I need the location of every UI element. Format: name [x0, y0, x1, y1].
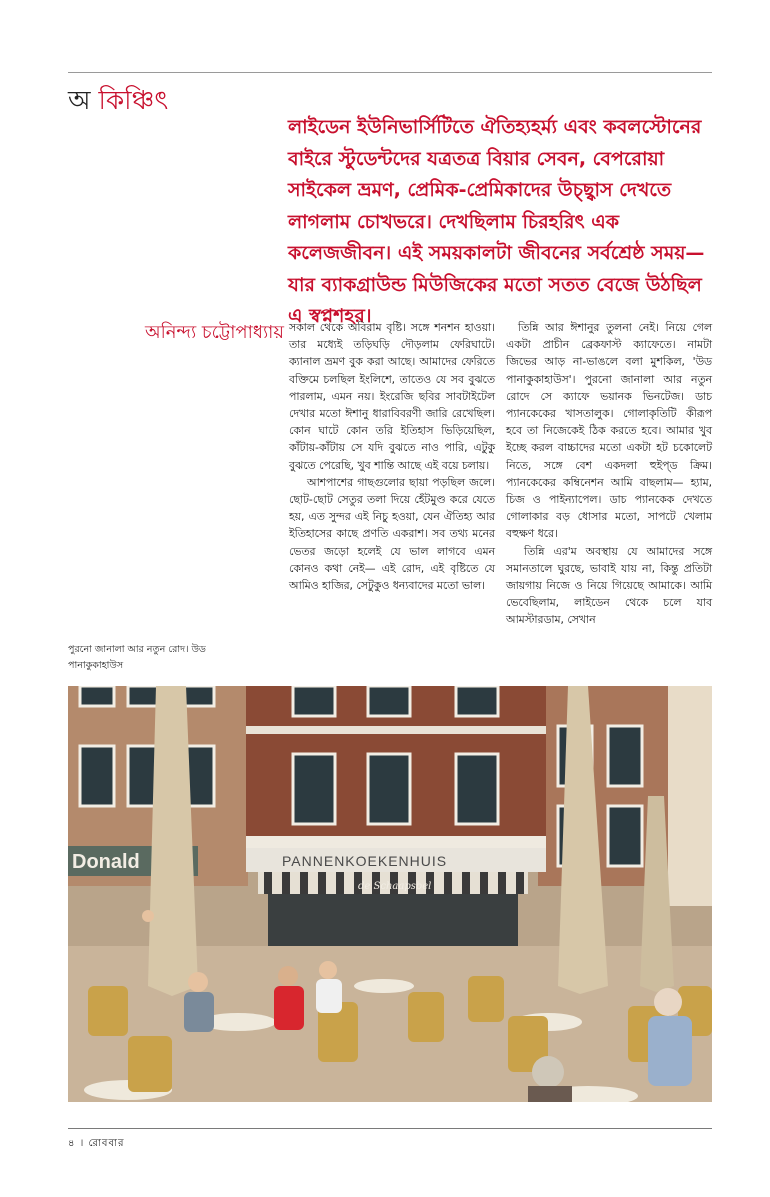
page-footer	[68, 1136, 124, 1153]
paragraph: আশপাশের গাছগুলোর ছায়া পড়ছিল জলে। ছোট-ছোট সেতুর তলা দিয়ে হেঁটমুণ্ড করে যেতে হয়, এত সুন্দর এই নিচু হওয়া, যেন ঐতিহ্য আর ইতিহাসের কাছে প্রণতি একরাশ। সব তথ্য মনের ভেতর জড়ো হলেই যে ভাল লাগবে এমন কোনও কথা নেই— এই রোদ, এই বৃষ্টিতে যে আমিও হাজির, সেটুকুও ধন্যবাদের মতো ভাল।	[289, 475, 495, 593]
top-rule	[68, 72, 712, 73]
magazine-name: রোববার	[88, 1138, 125, 1149]
paragraph: সকাল থেকে অবিরাম বৃষ্টি। সঙ্গে শনশন হাওয়া। তার মধ্যেই তড়িঘড়ি দৌড়লাম ফেরিঘাটে। ক্যানাল ভ্রমণ বুক করা আছে। আমাদের ফেরিতে বক্তিমে চলছিল ইংলিশে, তাতেও যে সব বুঝতে পারলাম, এমন নয়। ইংরেজি ছবির সাবটাইটেল দেখার মতো ঈশানু ধারাবিবরণী জারি রেখেছিল। কোন ঘাটে কোন তরি ইতিহাস ভিড়িয়েছিল, কাঁটায়-কাঁটায় সে যদি বুঝতে নাও পারি, এটুকু বুঝতে পেরেছি, খুব শান্তি আছে এই বয়ে চলায়।	[289, 321, 495, 472]
article-column-2	[506, 319, 712, 629]
article-column-1	[289, 319, 495, 594]
section-prefix: অ	[68, 86, 91, 116]
author-byline: অনিন্দ্য চট্টোপাধ্যায়	[145, 322, 284, 343]
bottom-rule	[68, 1128, 712, 1129]
footer-separator: ।	[79, 1138, 85, 1149]
paragraph: তিন্নি আর ঈশানুর তুলনা নেই। নিয়ে গেল একটা প্রাচীন ব্রেকফাস্ট ক্যাফেতে। নামটা জিভের আড় না-ভাঙলে বলা মুশকিল, 'উড পানাকুকাহাউস'। পুরনো জানালা আর নতুন রোদে সে ক্যাফে ভয়ানক ভিনটেজ। ডাচ প্যানকেকের খাসতালুক। গোলাকৃতিটি কীরূপ হবে তা নিজেকেই ঠিক করতে হবে। আমার খুব ইচ্ছে করল বাচ্চাদের মতো একটা হট চকোলেট নিতে, সঙ্গে বেশ একদলা হুইপ্‌ড ক্রিম। প্যানকেকের কম্বিনেশন আমি বাছলাম— হ্যাম, চিজ ও পাইন্যাপেল। ডাচ প্যানকেক দেখতে গোলাকার বড় ধোসার মতো, সাপটে খেলাম বহুক্ষণ ধরে।	[506, 321, 712, 541]
paragraph: তিন্নি এর'ম অবস্থায় যে আমাদের সঙ্গে সমানতালে ঘুরছে, ভাবাই যায় না, কিন্তু প্রতিটা জায়গায় নিজে ও নিয়ে গিয়েছে আমাকে। আমি ভেবেছিলাম, লাইডেন থেকে চলে যাব আমস্টারডাম, সেখান	[506, 544, 712, 627]
photo-sign-main: PANNENKOEKENHUIS	[282, 853, 448, 869]
cafe-photo	[68, 686, 712, 1102]
photo-caption: পুরনো জানালা আর নতুন রোদ। উড পানাকুকাহাউস	[68, 644, 206, 671]
photo-sign-left: Donald	[72, 851, 140, 873]
pull-quote: লাইডেন ইউনিভার্সিটিতে ঐতিহ্যহর্ম্য এবং কবলস্টোনের বাইরে স্টুডেন্টদের যত্রতত্র বিয়ার সেবন, বেপরোয়া সাইকেল ভ্রমণ, প্রেমিক-প্রেমিকাদের উচ্ছ্বাস দেখতে লাগলাম চোখভরে। দেখছিলাম চিরহরিৎ এক কলেজজীবন। এই সময়কালটা জীবনের সর্বশ্রেষ্ঠ সময়— যার ব্যাকগ্রাউন্ড মিউজিকের মতো সতত বেজে উঠছিল এ স্বপ্নশহর।	[288, 116, 705, 327]
photo-sign-awning: de Schaapsbel	[358, 881, 432, 892]
section-heading	[68, 86, 168, 116]
page-number: ৪	[68, 1138, 76, 1149]
section-title: কিঞ্চিৎ	[98, 86, 169, 116]
